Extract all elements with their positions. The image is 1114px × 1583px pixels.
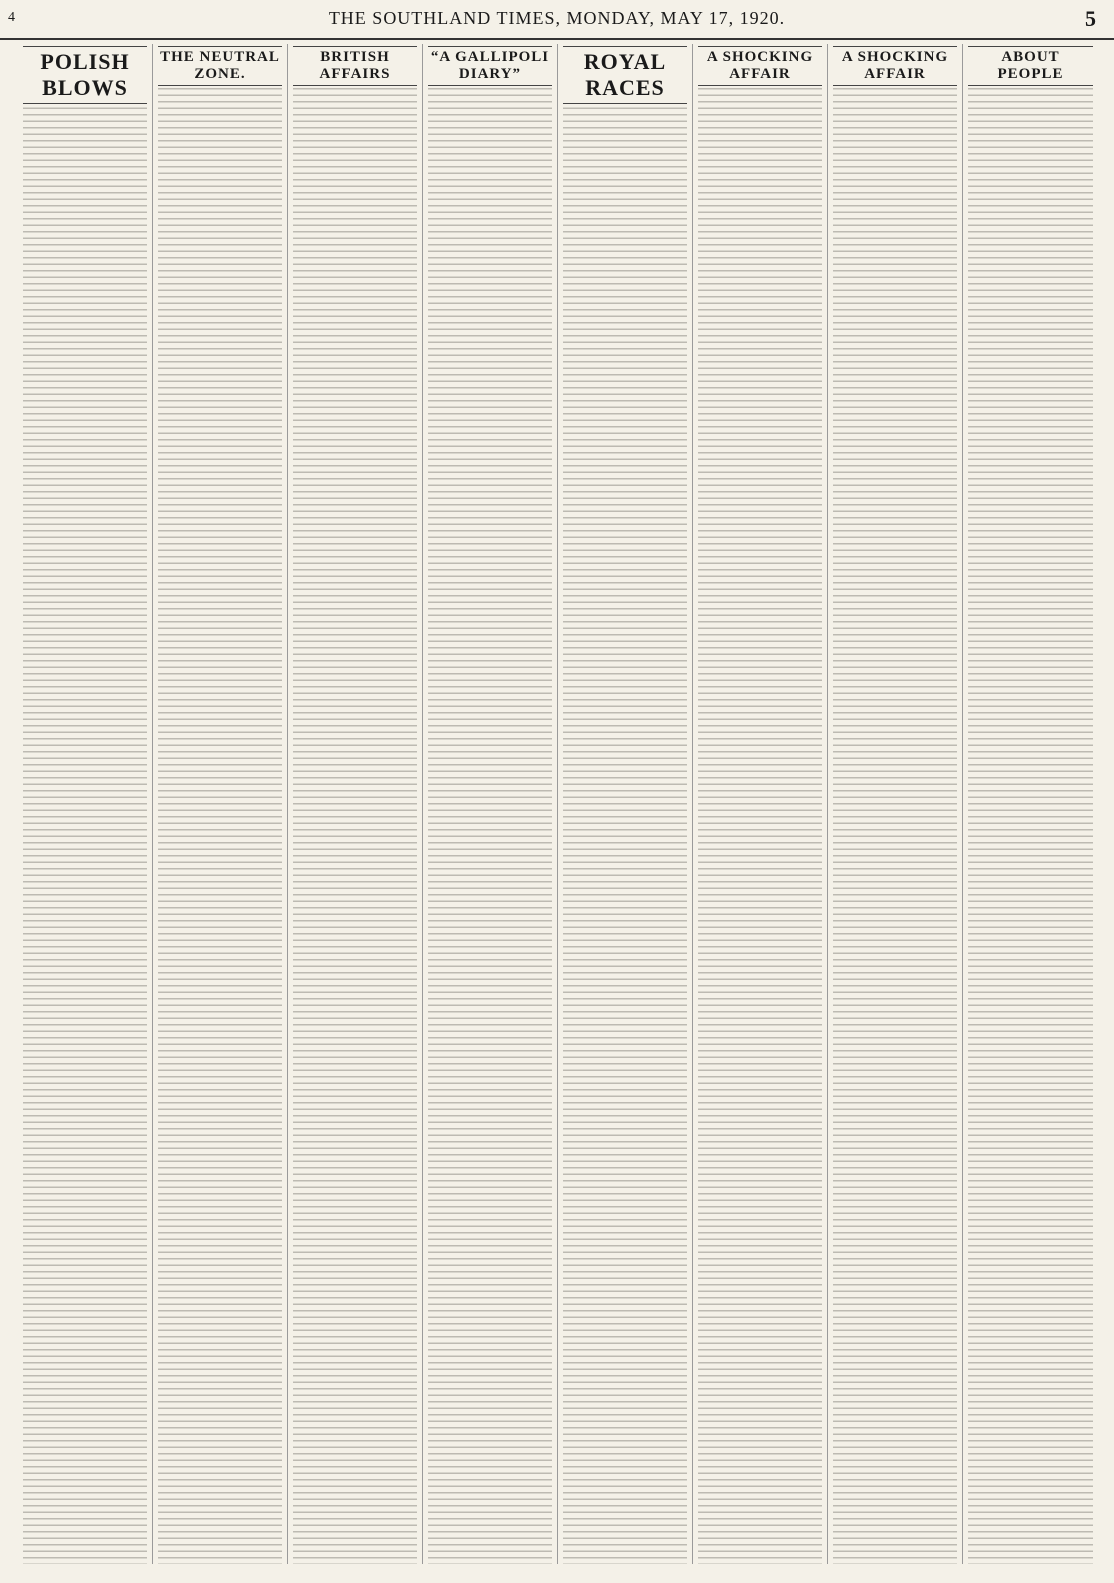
- page-number-left: 4: [8, 10, 15, 25]
- column-7: [828, 44, 963, 1564]
- masthead: [0, 0, 1114, 40]
- column-5-headline: ROYAL RACES: [583, 49, 667, 100]
- column-6-heading: [698, 46, 822, 86]
- column-1: [18, 44, 153, 1564]
- column-grid: [18, 44, 1098, 1564]
- column-4-headline: “A GALLIPOLI DIARY”: [430, 49, 550, 82]
- column-5: [558, 44, 693, 1564]
- column-1-heading: [23, 46, 147, 104]
- column-3: [288, 44, 423, 1564]
- column-8-heading: [968, 46, 1093, 86]
- column-2-headline: THE NEUTRAL ZONE.: [160, 49, 280, 82]
- column-6: [693, 44, 828, 1564]
- column-3-headline: BRITISH AFFAIRS: [319, 49, 391, 82]
- column-4: [423, 44, 558, 1564]
- masthead-title: THE SOUTHLAND TIMES, MONDAY, MAY 17, 1920.: [328, 8, 786, 28]
- column-7-heading: [833, 46, 957, 86]
- column-7-headline: A SHOCKING AFFAIR: [841, 49, 949, 82]
- column-3-heading: [293, 46, 417, 86]
- column-8-headline: ABOUT PEOPLE: [997, 49, 1064, 82]
- column-6-headline: A SHOCKING AFFAIR: [706, 49, 814, 82]
- column-4-heading: [428, 46, 552, 86]
- column-2: [153, 44, 288, 1564]
- column-1-headline: POLISH BLOWS: [40, 49, 130, 100]
- column-5-heading: [563, 46, 687, 104]
- page-number: 5: [1085, 6, 1096, 31]
- column-2-heading: [158, 46, 282, 86]
- column-8: [963, 44, 1098, 1564]
